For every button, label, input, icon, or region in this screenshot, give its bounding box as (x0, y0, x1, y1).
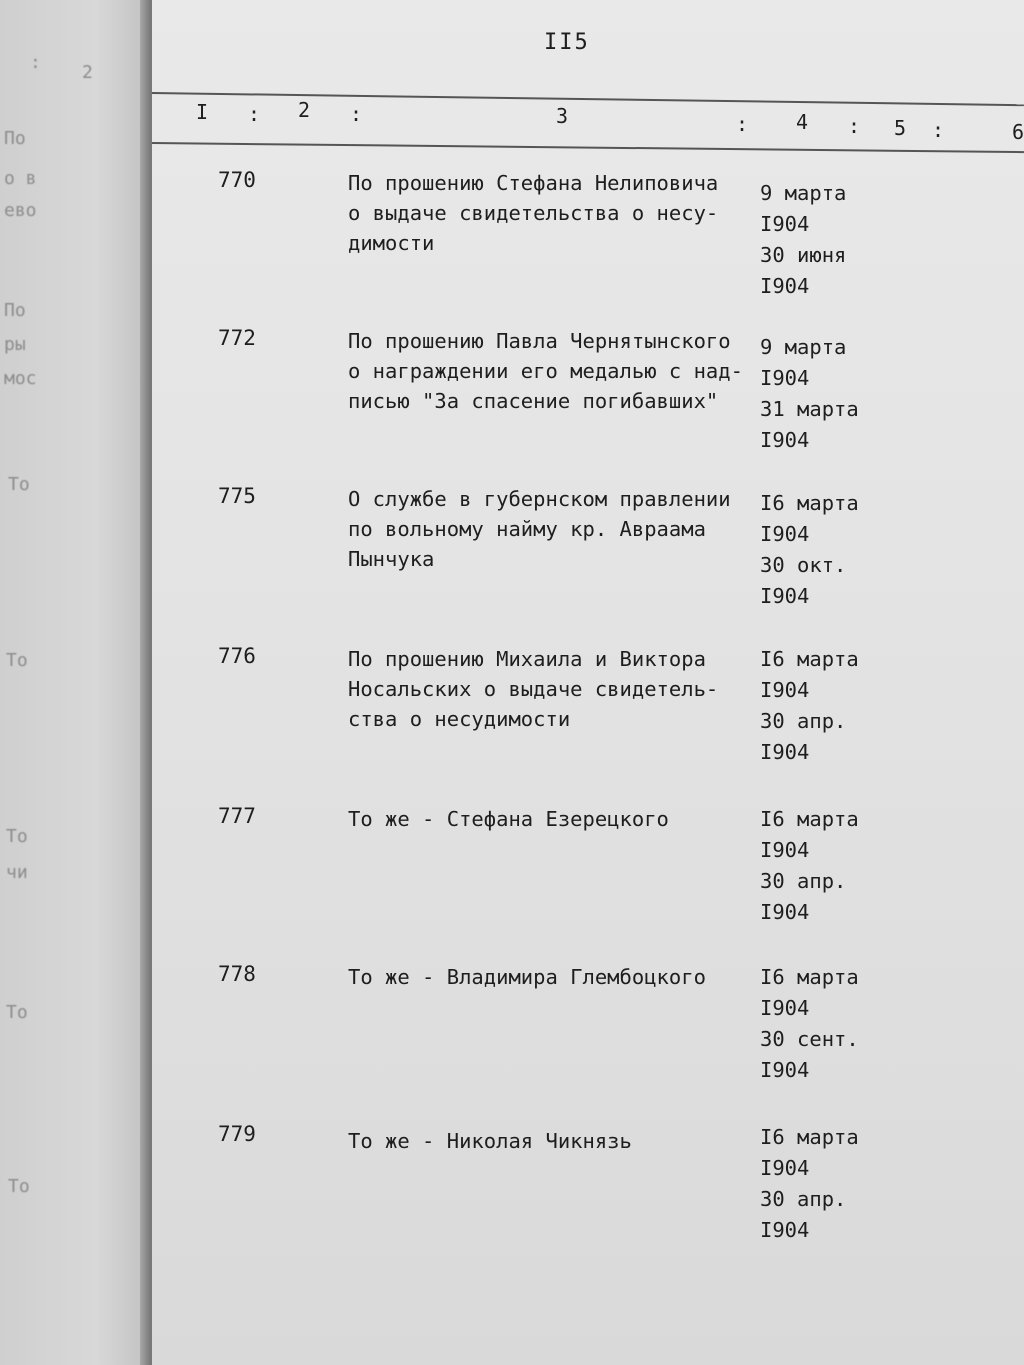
left-page-fragment: мос (4, 368, 37, 389)
entry-dates: 9 марта I904 31 марта I904 (760, 335, 859, 452)
entry-description: По прошению Михаила и Виктора Носальских о выдаче свидетель- ства о несудимости (348, 647, 719, 731)
entry-number: 779 (218, 1122, 256, 1146)
left-page-fragment: По (4, 300, 26, 321)
entry-number: 770 (218, 168, 256, 192)
left-page-fragment: о в (4, 168, 37, 189)
column-separator: : (848, 114, 861, 138)
entry-dates: I6 марта I904 30 апр. I904 (760, 807, 859, 924)
left-page-fragment: То (6, 650, 28, 671)
left-page-fragment: ры (4, 334, 26, 355)
entry-number: 777 (218, 804, 256, 828)
entry-number: 775 (218, 484, 256, 508)
column-separator: : (736, 112, 749, 136)
entry-description: То же - Владимира Глембоцкого (348, 965, 706, 989)
left-page-fragment: То (8, 1176, 30, 1197)
column-header-1: I (196, 100, 209, 124)
left-page-fragment: ево (4, 200, 37, 221)
entry-description: То же - Стефана Езерецкого (348, 807, 669, 831)
entry-dates: 9 марта I904 30 июня I904 (760, 181, 847, 298)
page-number: II5 (544, 30, 590, 55)
entry-dates: I6 марта I904 30 сент. I904 (760, 965, 859, 1082)
left-facing-page (0, 0, 160, 1365)
left-page-fragment: То (8, 474, 30, 495)
column-header-4: 4 (796, 110, 809, 134)
left-page-fragment: По (4, 128, 26, 149)
entry-dates: I6 марта I904 30 окт. I904 (760, 491, 859, 608)
column-separator: : (932, 118, 945, 142)
entry-dates: I6 марта I904 30 апр. I904 (760, 1125, 859, 1242)
column-separator: : (248, 102, 261, 126)
left-page-fragment: чи (6, 862, 28, 883)
entry-number: 778 (218, 962, 256, 986)
left-page-fragment: То (6, 1002, 28, 1023)
left-page-fragment: То (6, 826, 28, 847)
column-header-3: 3 (556, 104, 569, 128)
entry-number: 772 (218, 326, 256, 350)
document-page (152, 0, 1024, 1365)
left-page-header-colon: : (30, 52, 41, 73)
header-rule-bottom (152, 142, 1024, 153)
entry-description: О службе в губернском правлении по вольному найму кр. Авраама Пынчука (348, 487, 731, 571)
entry-description: По прошению Стефана Нелиповича о выдаче свидетельства о несу- димости (348, 171, 719, 255)
header-rule-top (152, 92, 1024, 106)
entry-number: 776 (218, 644, 256, 668)
column-header-2: 2 (298, 98, 311, 122)
column-header-6: 6 (1012, 120, 1024, 144)
left-page-header-number: 2 (82, 62, 93, 83)
entry-description: То же - Николая Чикнязь (348, 1129, 632, 1153)
entry-description: По прошению Павла Чернятынского о награждении его медалью с над- писью "За спасение погибавших" (348, 329, 743, 413)
column-separator: : (350, 102, 363, 126)
entry-dates: I6 марта I904 30 апр. I904 (760, 647, 859, 764)
column-header-5: 5 (894, 116, 907, 140)
